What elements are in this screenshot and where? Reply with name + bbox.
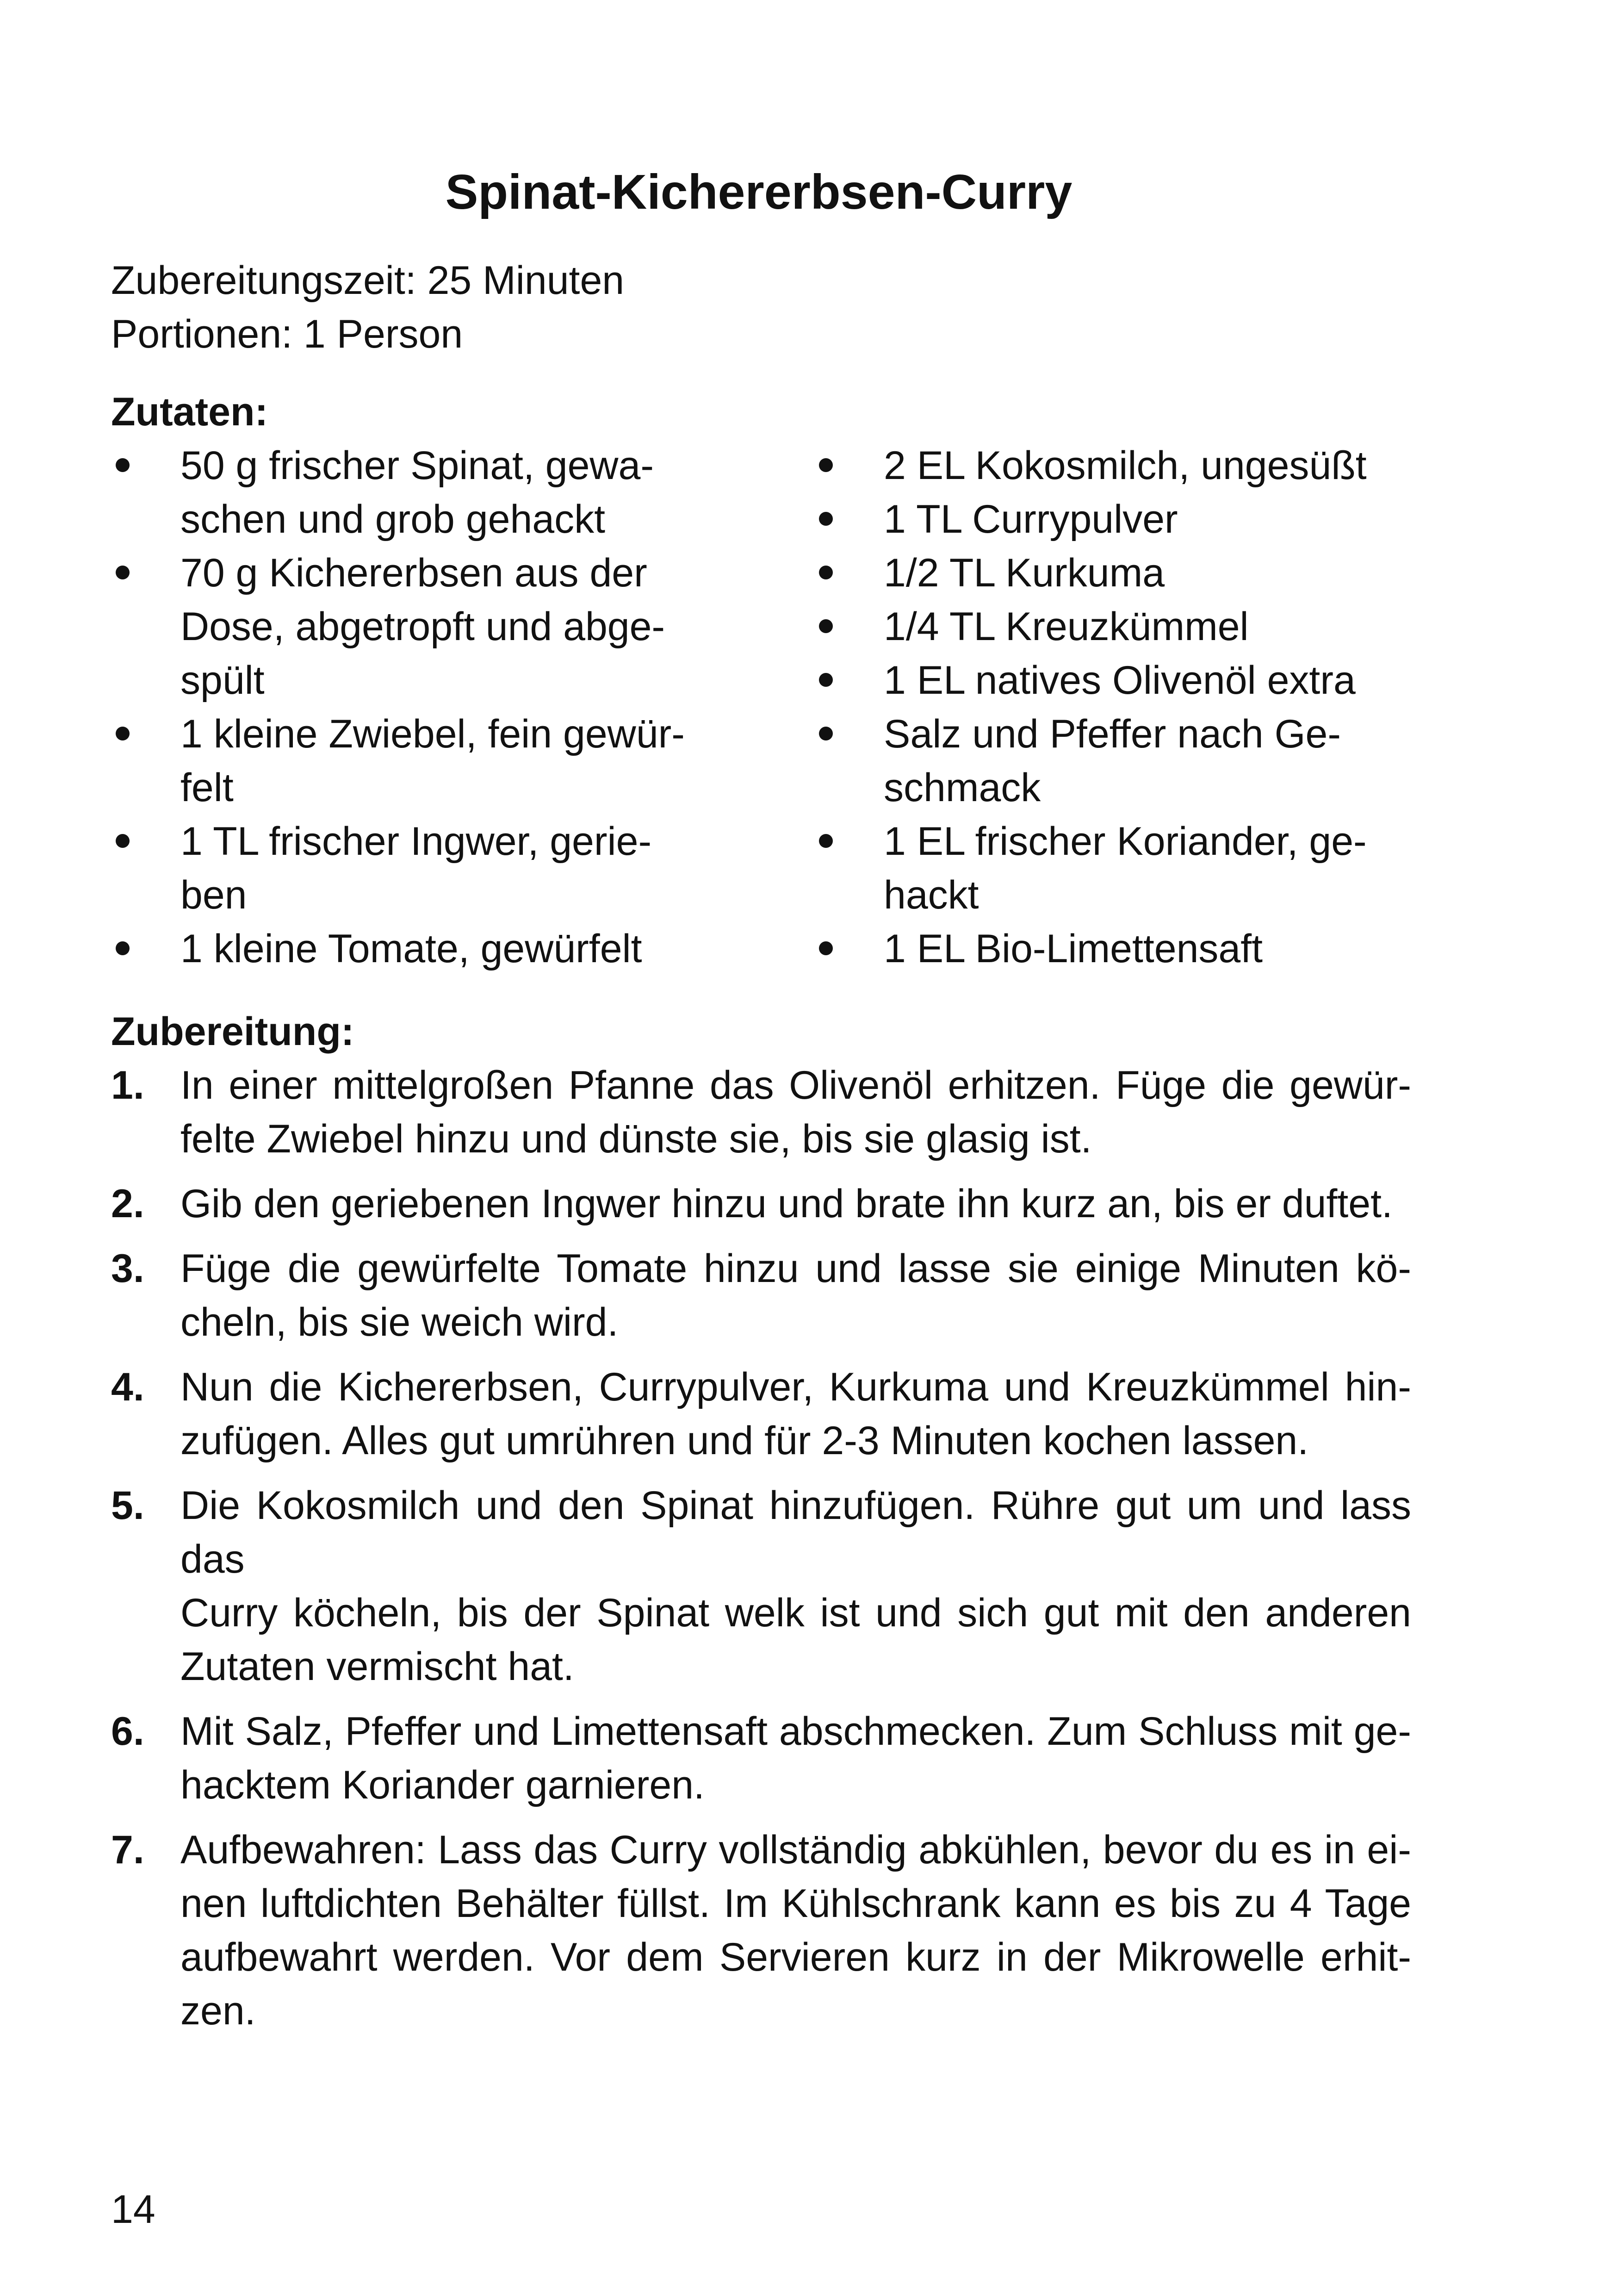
step-number: 5. — [111, 1483, 144, 1528]
ingredient-text: 1/2 TL Kurkuma — [884, 551, 1165, 595]
ingredient-item — [111, 439, 726, 546]
preparation-step — [111, 1479, 1411, 1693]
recipe-title: Spinat-Kichererbsen-Curry — [445, 165, 1072, 219]
ingredient-item — [814, 439, 1430, 492]
bullet-icon — [116, 834, 130, 848]
ingredient-text: 1 kleine Zwiebel, fein gewür- — [180, 712, 685, 756]
ingredient-text: schen und grob gehackt — [180, 497, 605, 541]
step-number: 3. — [111, 1246, 144, 1291]
step-text: cheln, bis sie weich wird. — [180, 1300, 619, 1344]
ingredient-text: 50 g frischer Spinat, gewa- — [180, 443, 654, 488]
ingredient-text: Salz und Pfeffer nach Ge- — [884, 712, 1341, 756]
bullet-icon — [819, 458, 833, 472]
step-text: nen luftdichten Behälter füllst. Im Kühlschrank kann es bis zu 4 Tage — [180, 1881, 1411, 1926]
ingredient-text: felt — [180, 765, 234, 810]
step-text: zufügen. Alles gut umrühren und für 2-3 Minuten kochen lassen. — [180, 1419, 1309, 1463]
step-number: 6. — [111, 1709, 144, 1754]
preparation-steps — [111, 1058, 1411, 2049]
ingredient-item — [814, 815, 1430, 922]
bullet-icon — [819, 512, 833, 526]
ingredient-item — [814, 492, 1430, 546]
preparation-step — [111, 1242, 1411, 1349]
ingredient-text: spült — [180, 658, 265, 703]
ingredients-list-right — [814, 439, 1430, 976]
recipe-meta — [111, 254, 624, 361]
ingredient-text: 70 g Kichererbsen aus der — [180, 551, 647, 595]
ingredient-item — [814, 922, 1430, 976]
bullet-icon — [819, 727, 833, 740]
bullet-icon — [819, 941, 833, 955]
step-text: Curry köcheln, bis der Spinat welk ist und sich gut mit den anderen — [180, 1591, 1411, 1635]
bullet-icon — [819, 673, 833, 687]
page-number: 14 — [111, 2187, 155, 2232]
bullet-icon — [819, 619, 833, 633]
ingredient-text: schmack — [884, 765, 1041, 810]
ingredient-text: hackt — [884, 873, 979, 917]
ingredient-item — [814, 600, 1430, 653]
bullet-icon — [819, 566, 833, 579]
ingredient-text: 1/4 TL Kreuzkümmel — [884, 604, 1249, 649]
bullet-icon — [116, 566, 130, 579]
prep-time: Zubereitungszeit: 25 Minuten — [111, 258, 625, 303]
step-text: Gib den geriebenen Ingwer hinzu und brate ihn kurz an, bis er duftet. — [180, 1182, 1393, 1226]
bullet-icon — [819, 834, 833, 848]
ingredient-text: Dose, abgetropft und abge- — [180, 604, 665, 649]
step-text: Mit Salz, Pfeffer und Limettensaft abschmecken. Zum Schluss mit ge- — [180, 1709, 1411, 1754]
ingredients-list-left — [111, 439, 726, 976]
ingredient-item — [111, 922, 726, 976]
preparation-step — [111, 1705, 1411, 1812]
bullet-icon — [116, 727, 130, 740]
step-text: Nun die Kichererbsen, Currypulver, Kurkuma und Kreuzkümmel hin- — [180, 1365, 1411, 1409]
ingredient-item — [814, 653, 1430, 707]
ingredient-text: 1 EL natives Olivenöl extra — [884, 658, 1356, 703]
servings: Portionen: 1 Person — [111, 312, 463, 356]
ingredient-text: 2 EL Kokosmilch, ungesüßt — [884, 443, 1367, 488]
step-text: Aufbewahren: Lass das Curry vollständig abkühlen, bevor du es in ei- — [180, 1828, 1411, 1872]
step-number: 4. — [111, 1365, 144, 1409]
step-text: zen. — [180, 1989, 256, 2033]
step-number: 7. — [111, 1828, 144, 1872]
preparation-step — [111, 1177, 1411, 1231]
step-text: aufbewahrt werden. Vor dem Servieren kurz in der Mikrowelle erhit- — [180, 1935, 1411, 1979]
ingredients-heading: Zutaten: — [111, 390, 268, 434]
step-text: In einer mittelgroßen Pfanne das Olivenöl erhitzen. Füge die gewür- — [180, 1063, 1411, 1108]
step-text: felte Zwiebel hinzu und dünste sie, bis sie glasig ist. — [180, 1117, 1092, 1161]
preparation-heading: Zubereitung: — [111, 1009, 354, 1054]
step-number: 2. — [111, 1182, 144, 1226]
ingredient-item — [111, 815, 726, 922]
ingredient-item — [111, 546, 726, 707]
preparation-step — [111, 1823, 1411, 2038]
preparation-step — [111, 1058, 1411, 1166]
step-text: Die Kokosmilch und den Spinat hinzufügen. Rühre gut um und lass das — [180, 1483, 1411, 1581]
bullet-icon — [116, 458, 130, 472]
ingredient-text: 1 EL frischer Koriander, ge- — [884, 819, 1367, 864]
bullet-icon — [116, 941, 130, 955]
step-text: Füge die gewürfelte Tomate hinzu und lasse sie einige Minuten kö- — [180, 1246, 1411, 1291]
step-text: hacktem Koriander garnieren. — [180, 1763, 705, 1807]
ingredient-text: 1 TL frischer Ingwer, gerie- — [180, 819, 652, 864]
ingredient-text: 1 kleine Tomate, gewürfelt — [180, 927, 642, 971]
ingredient-item — [814, 707, 1430, 815]
ingredient-text: 1 EL Bio-Limettensaft — [884, 927, 1263, 971]
preparation-step — [111, 1360, 1411, 1468]
ingredient-item — [111, 707, 726, 815]
ingredient-text: 1 TL Currypulver — [884, 497, 1178, 541]
ingredient-item — [814, 546, 1430, 600]
ingredient-text: ben — [180, 873, 247, 917]
step-text: Zutaten vermischt hat. — [180, 1644, 574, 1689]
step-number: 1. — [111, 1063, 144, 1108]
